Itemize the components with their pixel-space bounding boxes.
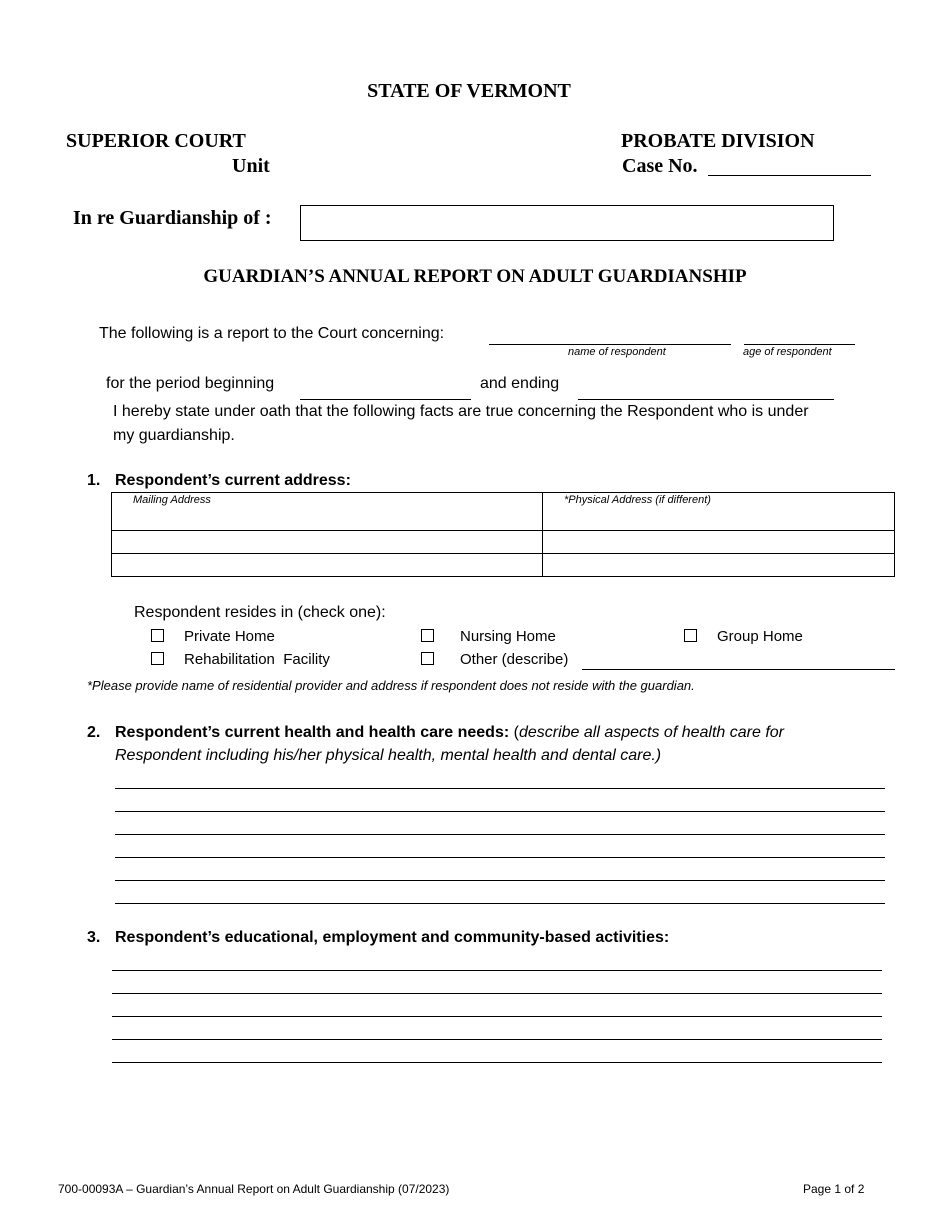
period-begin-field[interactable] (300, 399, 471, 400)
mailing-address-caption: Mailing Address (133, 494, 211, 506)
rehabilitation-facility-label: Rehabilitation Facility (184, 651, 330, 668)
health-answer-line-4[interactable] (115, 857, 885, 858)
age-caption: age of respondent (743, 346, 832, 358)
court-name: SUPERIOR COURT (66, 130, 246, 152)
case-no-label: Case No. (622, 155, 698, 177)
activities-answer-line-4[interactable] (112, 1039, 882, 1040)
form-title: GUARDIAN’S ANNUAL REPORT ON ADULT GUARDIANSHIP (203, 266, 747, 287)
health-answer-line-1[interactable] (115, 788, 885, 789)
footer-page-number: Page 1 of 2 (803, 1182, 865, 1196)
section-1-title: Respondent’s current address: (115, 472, 351, 489)
name-caption: name of respondent (568, 346, 666, 358)
respondent-age-field[interactable] (744, 344, 855, 345)
other-label: Other (describe) (460, 651, 569, 668)
nursing-home-checkbox[interactable] (421, 629, 434, 647)
mailing-address-line2[interactable] (112, 531, 543, 554)
period-end-field[interactable] (578, 399, 834, 400)
section-2-title: Respondent’s current health and health care needs: (115, 724, 510, 741)
activities-answer-line-2[interactable] (112, 993, 882, 994)
health-answer-line-5[interactable] (115, 880, 885, 881)
footer-form-id: 700-00093A – Guardian’s Annual Report on Adult Guardianship (07/2023) (58, 1182, 450, 1196)
physical-address-line3[interactable] (543, 554, 895, 577)
physical-address-line2[interactable] (543, 531, 895, 554)
activities-answer-line-3[interactable] (112, 1016, 882, 1017)
activities-answer-line-5[interactable] (112, 1062, 882, 1063)
rehabilitation-facility-checkbox[interactable] (151, 652, 164, 670)
in-re-guardianship-field[interactable] (300, 205, 834, 241)
section-2-desc-open: ( (509, 724, 519, 741)
resides-label: Respondent resides in (check one): (134, 604, 386, 621)
physical-address-line1[interactable] (543, 493, 895, 531)
group-home-checkbox[interactable] (684, 629, 697, 647)
private-home-label: Private Home (184, 628, 275, 645)
section-2-number: 2. (87, 724, 101, 741)
address-table (111, 492, 895, 577)
section-1-number: 1. (87, 472, 101, 489)
oath-statement-line1: I hereby state under oath that the following facts are true concerning the Respondent who is under (113, 403, 809, 420)
other-checkbox[interactable] (421, 652, 434, 670)
mailing-address-line3[interactable] (112, 554, 543, 577)
activities-answer-line-1[interactable] (112, 970, 882, 971)
nursing-home-label: Nursing Home (460, 628, 556, 645)
report-intro: The following is a report to the Court concerning: (99, 325, 445, 342)
mailing-address-line1[interactable] (112, 493, 543, 531)
state-title: STATE OF VERMONT (367, 80, 571, 102)
case-no-field[interactable] (708, 175, 871, 176)
section-2-heading (115, 724, 784, 742)
in-re-label: In re Guardianship of : (73, 207, 272, 229)
division-name: PROBATE DIVISION (621, 130, 815, 152)
section-2-desc-line2: Respondent including his/her physical health, mental health and dental care.) (115, 747, 662, 764)
residential-provider-note: *Please provide name of residential provider and address if respondent does not reside with the guardian. (87, 678, 695, 693)
other-describe-field[interactable] (582, 669, 895, 670)
period-begin-label: for the period beginning (106, 375, 275, 392)
group-home-label: Group Home (717, 628, 803, 645)
section-3-number: 3. (87, 929, 101, 946)
health-answer-line-2[interactable] (115, 811, 885, 812)
section-2-desc-line1: describe all aspects of health care for (518, 724, 784, 741)
respondent-name-field[interactable] (489, 344, 731, 345)
health-answer-line-3[interactable] (115, 834, 885, 835)
section-3-title: Respondent’s educational, employment and community-based activities: (115, 929, 670, 946)
private-home-checkbox[interactable] (151, 629, 164, 647)
period-end-label: and ending (480, 375, 560, 392)
oath-statement-line2: my guardianship. (113, 427, 235, 444)
physical-address-caption: *Physical Address (if different) (564, 494, 711, 506)
unit-label: Unit (232, 155, 270, 177)
health-answer-line-6[interactable] (115, 903, 885, 904)
